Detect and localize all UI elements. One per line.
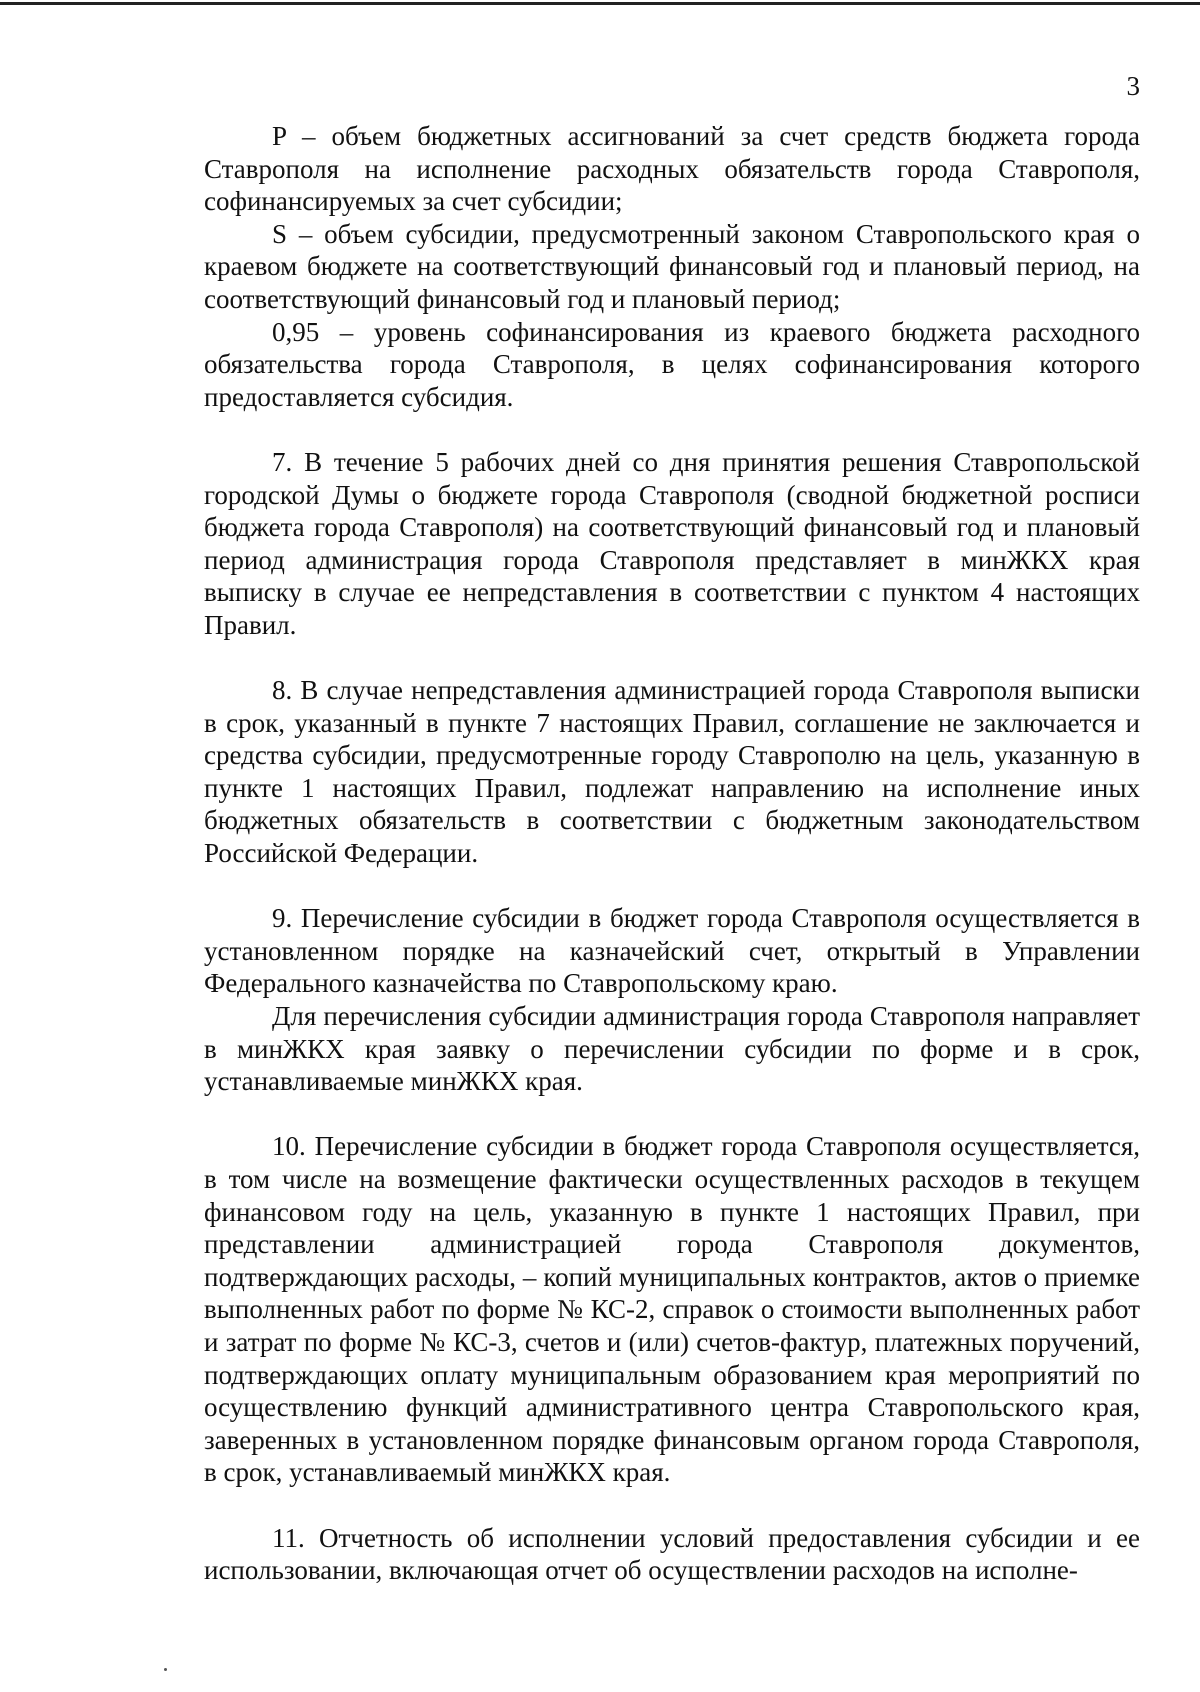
paragraph-item-10: 10. Перечисление субсидии в бюджет города Ставрополя осуществляется, в том числе на возмещение фактически осуществленных расходов в текущем финансовом году на цель, указанную в пункте 1 настоящих Правил, при представлении администрацией города Ставрополя документов, подтверждающих расходы, – копий муниципальных контрактов, актов о приемке выполненных работ по форме № КС-2, справок о стоимости выполненных работ и затрат по форме № КС-3, счетов и (или) счетов-фактур, платежных поручений, подтверждающих оплату муниципальным образованием края мероприятий по осуществлению функций административного центра Ставропольского края, заверенных в установленном порядке финансовым органом города Ставрополя, в срок, устанавливаемый минЖКХ края. bbox=[204, 1131, 1140, 1488]
document-body bbox=[204, 120, 1140, 1587]
scan-artifact-dot bbox=[164, 1668, 167, 1671]
paragraph-item-7: 7. В течение 5 рабочих дней со дня принятия решения Ставропольской городской Думы о бюджете города Ставрополя (сводной бюджетной росписи бюджета города Ставрополя) на соответствующий финансовый год и плановый период администрация города Ставрополя представляет в минЖКХ края выписку в случае ее непредставления в соответствии с пунктом 4 настоящих Правил. bbox=[204, 446, 1140, 640]
top-border-line bbox=[0, 2, 1200, 5]
paragraph-item-8: 8. В случае непредставления администрацией города Ставрополя выписки в срок, указанный в пункте 7 настоящих Правил, соглашение не заключается и средства субсидии, предусмотренные городу Ставрополю на цель, указанную в пункте 1 настоящих Правил, подлежат направлению на исполнение иных бюджетных обязательств в соответствии с бюджетным законодательством Российской Федерации. bbox=[204, 675, 1140, 869]
paragraph-s-definition: S – объем субсидии, предусмотренный законом Ставропольского края о краевом бюджете на соответствующий финансовый год и плановый период, на соответствующий финансовый год и плановый период; bbox=[204, 218, 1140, 314]
paragraph-p-definition: P – объем бюджетных ассигнований за счет средств бюджета города Ставрополя на исполнение расходных обязательств города Ставрополя, софинансируемых за счет субсидии; bbox=[204, 121, 1140, 217]
paragraph-coefficient-definition: 0,95 – уровень софинансирования из краевого бюджета расходного обязательства города Ставрополя, в целях софинансирования которого предоставляется субсидия. bbox=[204, 316, 1140, 412]
paragraph-item-11: 11. Отчетность об исполнении условий предоставления субсидии и ее использовании, включающая отчет об осуществлении расходов на исполне- bbox=[204, 1522, 1140, 1586]
paragraph-item-9: 9. Перечисление субсидии в бюджет города Ставрополя осуществляется в установленном порядке на казначейский счет, открытый в Управлении Федерального казначейства по Ставропольскому краю. bbox=[204, 903, 1140, 999]
paragraph-item-9-continued: Для перечисления субсидии администрация города Ставрополя направляет в минЖКХ края заявку о перечислении субсидии по форме и в срок, устанавливаемые минЖКХ края. bbox=[204, 1001, 1140, 1097]
page-number: 3 bbox=[1126, 71, 1140, 101]
